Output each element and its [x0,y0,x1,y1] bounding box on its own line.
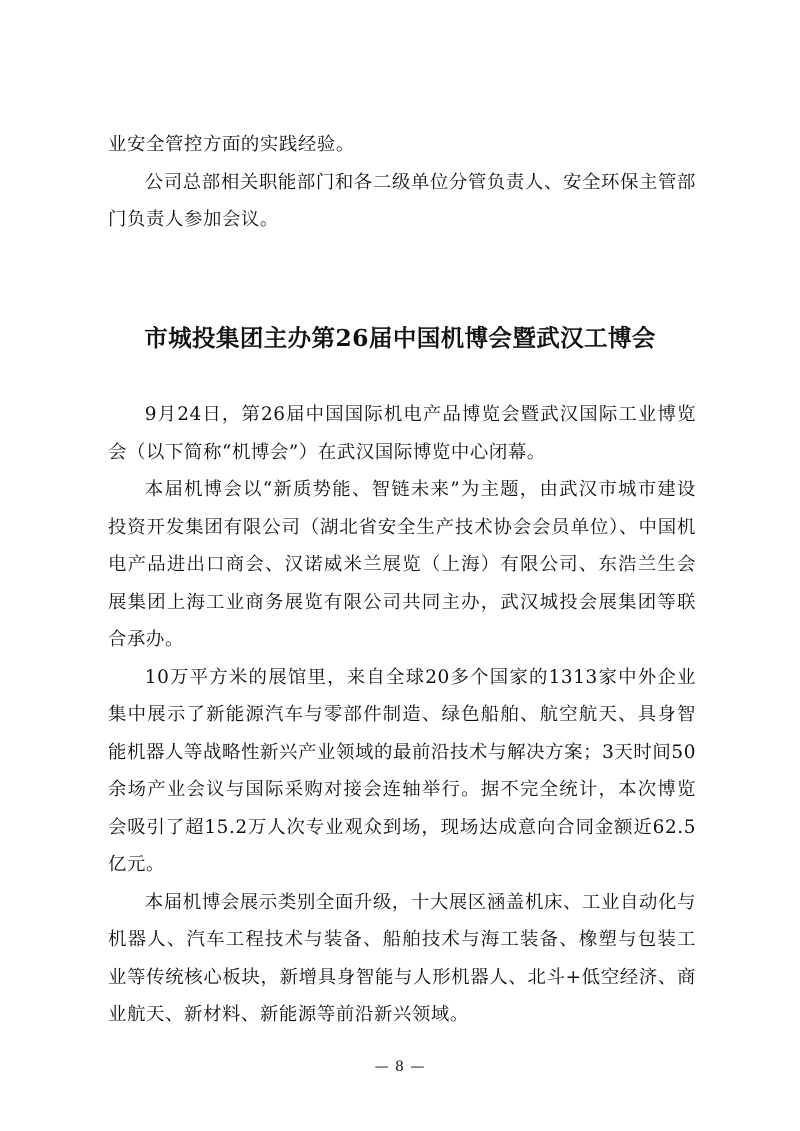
article-body [108,396,696,1034]
article-paragraph: 10万平方米的展馆里，来自全球20多个国家的1313家中外企业集中展示了新能源汽车与零部件制造、绿色船舶、航空航天、具身智能机器人等战略性新兴产业领域的最前沿技术与解决方案；3天时间50余场产业会议与国际采购对接会连轴举行。据不完全统计，本次博览会吸引了超15.2万人次专业观众到场，现场达成意向合同金额近62.5亿元。 [108,666,696,875]
article-title: 市城投集团主办第26届中国机博会暨武汉工博会 [144,324,656,352]
article-paragraph: 本届机博会以“新质势能、智链未来”为主题，由武汉市城市建设投资开发集团有限公司（湖北省安全生产技术协会会员单位）、中国机电产品进出口商会、汉诺威米兰展览（上海）有限公司、东浩兰生会展集团上海工业商务展览有限公司共同主办，武汉城投会展集团等联合承办。 [108,479,696,650]
page-number: — 8 — [374,1059,426,1075]
previous-section-paragraph: 公司总部相关职能部门和各二级单位分管负责人、安全环保主管部门负责人参加会议。 [108,171,696,230]
article-paragraph: 9月24日，第26届中国国际机电产品博览会暨武汉国际工业博览会（以下简称“机博会”）在武汉国际博览中心闭幕。 [108,404,696,463]
previous-section-paragraph: 业安全管控方面的实践经验。 [108,134,355,155]
previous-section [108,126,696,239]
article-paragraph: 本届机博会展示类别全面升级，十大展区涵盖机床、工业自动化与机器人、汽车工程技术与装备、船舶技术与海工装备、橡塑与包装工业等传统核心板块，新增具身智能与人形机器人、北斗+低空经济、商业航天、新材料、新能源等前沿新兴领域。 [108,891,696,1025]
